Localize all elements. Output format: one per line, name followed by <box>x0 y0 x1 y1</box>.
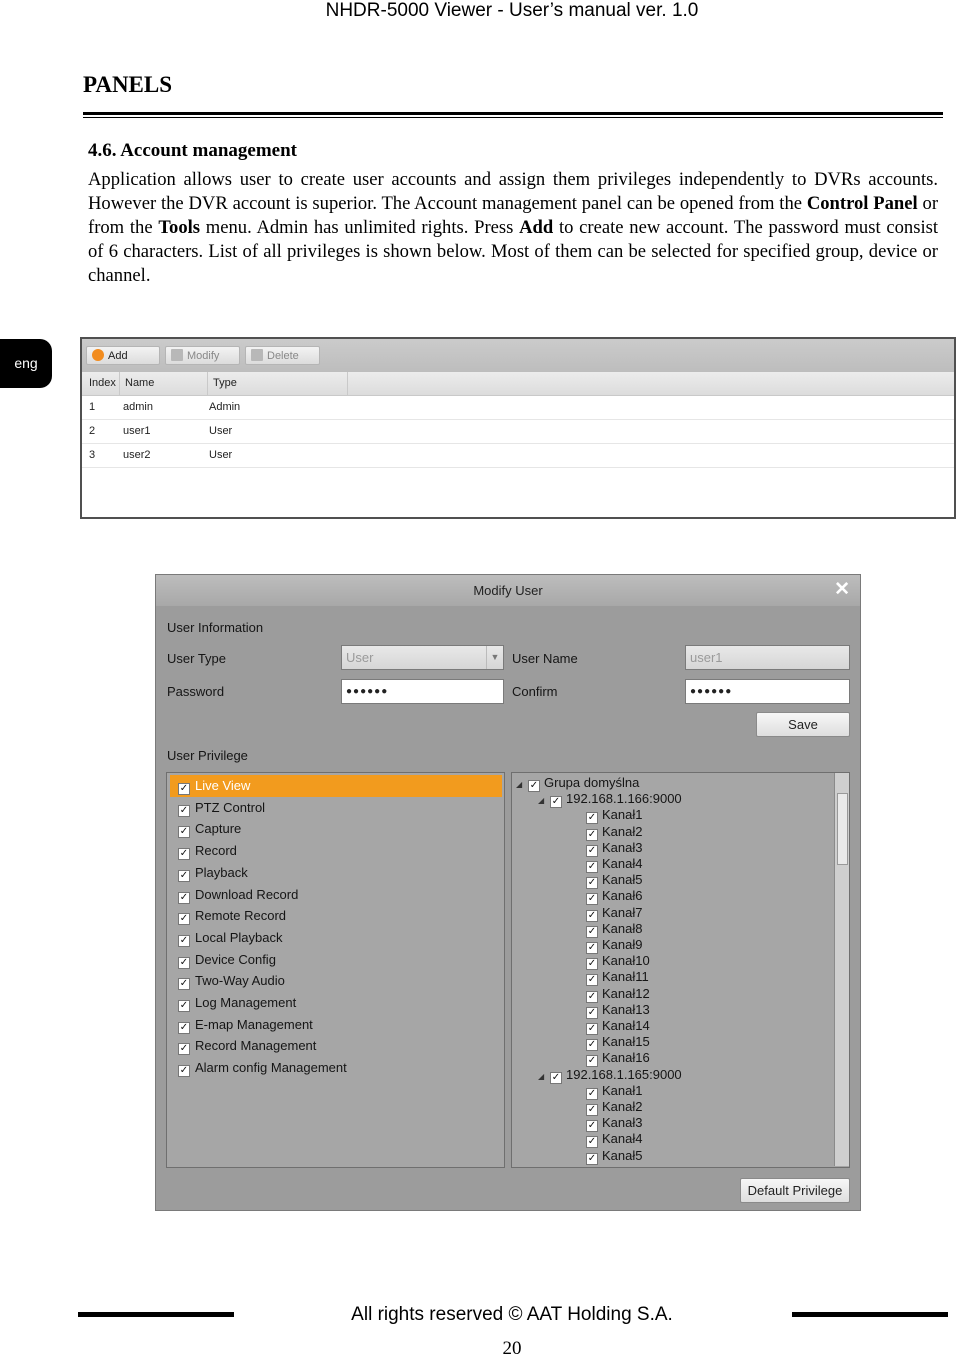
privilege-item[interactable]: ✓ Two-Way Audio <box>179 973 285 990</box>
language-tab: eng <box>0 339 52 388</box>
column-name[interactable]: Name <box>120 372 208 395</box>
tree-channel[interactable]: ✓ Kanał3 <box>587 1115 643 1132</box>
tree-channel[interactable]: ✓ Kanał10 <box>587 953 650 970</box>
pencil-icon <box>171 349 183 361</box>
chevron-down-icon: ▼ <box>486 646 503 669</box>
scrollbar-thumb[interactable] <box>837 793 848 865</box>
checkbox-checked-icon[interactable]: ✓ <box>587 893 597 905</box>
account-toolbar <box>82 339 954 372</box>
expand-arrow-icon[interactable]: ◢ <box>516 780 523 789</box>
user-name-label: User Name <box>512 651 578 666</box>
bold-control-panel: Control Panel <box>806 193 918 214</box>
checkbox-checked-icon[interactable]: ✓ <box>587 844 597 856</box>
confirm-label: Confirm <box>512 684 558 699</box>
checkbox-checked-icon[interactable]: ✓ <box>529 780 539 791</box>
account-table-header <box>82 372 954 396</box>
tree-group[interactable]: ◢ ✓ Grupa domyślna <box>516 775 640 791</box>
password-field[interactable]: ●●●●●● <box>341 679 504 704</box>
checkbox-checked-icon[interactable]: ✓ <box>587 990 597 1002</box>
table-row[interactable]: 2 user1 User <box>82 419 954 444</box>
checkbox-checked-icon[interactable]: ✓ <box>587 1023 597 1034</box>
heading-rule-thick <box>83 112 943 115</box>
tree-channel[interactable]: ✓ Kanał12 <box>587 985 650 1002</box>
checkbox-checked-icon[interactable]: ✓ <box>587 909 597 921</box>
tree-channel[interactable]: ✓ Kanał4 <box>587 1131 643 1148</box>
checkbox-checked-icon[interactable]: ✓ <box>179 783 189 794</box>
column-index[interactable]: Index <box>84 372 120 395</box>
confirm-password-field[interactable]: ●●●●●● <box>685 679 850 704</box>
tree-channel[interactable]: ✓ Kanał6 <box>587 888 643 905</box>
expand-arrow-icon[interactable]: ◢ <box>538 796 545 806</box>
checkbox-checked-icon[interactable]: ✓ <box>587 861 597 872</box>
tree-channel[interactable]: ✓ Kanał3 <box>587 839 643 856</box>
modify-button[interactable]: Modify <box>165 346 240 365</box>
privilege-item[interactable]: ✓ Record <box>179 843 237 860</box>
tree-channel[interactable]: ✓ Kanał5 <box>587 1147 643 1164</box>
device-tree <box>511 772 850 1168</box>
checkbox-checked-icon[interactable]: ✓ <box>179 891 189 903</box>
bold-tools: Tools <box>158 217 201 238</box>
user-type-label: User Type <box>167 651 227 666</box>
checkbox-checked-icon[interactable]: ✓ <box>587 877 597 889</box>
tree-channel[interactable]: ✓ Kanał15 <box>587 1034 650 1051</box>
checkbox-checked-icon[interactable]: ✓ <box>551 796 561 808</box>
checkbox-checked-icon[interactable]: ✓ <box>179 869 189 881</box>
close-icon[interactable]: ✕ <box>834 579 850 600</box>
tree-channel[interactable]: ✓ Kanał7 <box>587 904 643 921</box>
privilege-item[interactable]: ✓ E-map Management <box>179 1016 313 1033</box>
body-paragraph: Application allows user to create user accounts and assign them privileges independently to DVRs accounts. However the DVR account is superior. The Account management panel can be opened from the Control Panel or from the Tools menu. Admin has unlimited rights. Press Add to create new account. The password must consist of 6 characters. List of all privileges is shown below. Most of them can be selected for specified group, device or channel. <box>88 169 939 286</box>
add-icon <box>92 349 104 361</box>
checkbox-checked-icon[interactable]: ✓ <box>587 1039 597 1051</box>
tree-channel[interactable]: ✓ Kanał8 <box>587 920 643 937</box>
checkbox-checked-icon[interactable]: ✓ <box>179 1021 189 1033</box>
checkbox-checked-icon[interactable]: ✓ <box>587 1104 597 1115</box>
tree-channel[interactable]: ✓ Kanał14 <box>587 1018 650 1034</box>
table-row[interactable]: 1 admin Admin <box>82 395 954 420</box>
privilege-item[interactable]: ✓ Log Management <box>179 995 297 1011</box>
user-information-heading: User Information <box>167 620 264 635</box>
checkbox-checked-icon[interactable]: ✓ <box>587 1120 597 1132</box>
bold-add: Add <box>519 217 554 238</box>
tree-channel[interactable]: ✓ Kanał2 <box>587 823 643 840</box>
running-header: NHDR-5000 Viewer - User’s manual ver. 1.0 <box>325 0 699 21</box>
privilege-item[interactable]: ✓ Download Record <box>179 886 299 903</box>
checkbox-checked-icon[interactable]: ✓ <box>179 826 189 838</box>
tree-channel[interactable]: ✓ Kanał2 <box>587 1099 643 1115</box>
privilege-item[interactable]: ✓ Alarm config Management <box>179 1060 347 1077</box>
checkbox-checked-icon[interactable]: ✓ <box>587 1087 597 1099</box>
user-type-select[interactable]: User ▼ <box>341 645 504 670</box>
checkbox-checked-icon[interactable]: ✓ <box>179 934 189 946</box>
save-button[interactable]: Save <box>756 712 850 737</box>
delete-button[interactable]: Delete <box>245 346 320 365</box>
checkbox-checked-icon[interactable]: ✓ <box>179 956 189 968</box>
tree-device[interactable]: ◢ ✓ 192.168.1.165:9000 <box>538 1066 682 1083</box>
table-row[interactable]: 3 user2 User <box>82 443 954 468</box>
trash-icon <box>251 349 263 361</box>
checkbox-checked-icon[interactable]: ✓ <box>587 925 597 937</box>
tree-device[interactable]: ◢ ✓ 192.168.1.166:9000 <box>538 791 682 808</box>
dialog-title: Modify User <box>156 575 860 606</box>
privilege-item[interactable]: ✓ Record Management <box>179 1038 317 1055</box>
tree-channel[interactable]: ✓ Kanał4 <box>587 856 643 872</box>
privilege-item[interactable]: ✓ Playback <box>179 864 248 881</box>
subsection-heading: 4.6. Account management <box>88 140 297 161</box>
footer-text: All rights reserved © AAT Holding S.A. <box>351 1304 673 1325</box>
checkbox-checked-icon[interactable]: ✓ <box>179 848 189 860</box>
checkbox-checked-icon[interactable]: ✓ <box>179 1043 189 1055</box>
checkbox-checked-icon[interactable]: ✓ <box>587 974 597 986</box>
user-name-field[interactable]: user1 <box>685 645 850 670</box>
checkbox-checked-icon[interactable]: ✓ <box>587 942 597 953</box>
checkbox-checked-icon[interactable]: ✓ <box>179 1065 189 1077</box>
checkbox-checked-icon[interactable]: ✓ <box>179 1000 189 1011</box>
privilege-item[interactable]: ✓ Device Config <box>179 951 276 968</box>
tree-channel[interactable]: ✓ Kanał9 <box>587 937 643 953</box>
privilege-item[interactable]: ✓ Capture <box>179 821 242 838</box>
section-heading: PANELS <box>83 72 173 97</box>
user-privilege-heading: User Privilege <box>167 748 248 763</box>
tree-channel[interactable]: ✓ Kanał5 <box>587 872 643 889</box>
column-type[interactable]: Type <box>208 372 348 395</box>
checkbox-checked-icon[interactable]: ✓ <box>587 958 597 970</box>
privilege-item[interactable]: ✓ PTZ Control <box>179 799 266 816</box>
tree-channel[interactable]: ✓ Kanał16 <box>587 1050 650 1067</box>
modify-user-dialog <box>155 574 861 1211</box>
checkbox-checked-icon[interactable]: ✓ <box>587 828 597 840</box>
privilege-item[interactable]: ✓ Remote Record <box>179 908 287 925</box>
checkbox-checked-icon[interactable]: ✓ <box>587 1152 597 1164</box>
checkbox-checked-icon[interactable]: ✓ <box>587 1055 597 1067</box>
tree-scrollbar[interactable] <box>834 773 849 1166</box>
page-number: 20 <box>502 1338 522 1359</box>
add-button[interactable]: Add <box>86 346 160 365</box>
password-label: Password <box>167 684 225 699</box>
checkbox-checked-icon[interactable]: ✓ <box>587 812 597 824</box>
privilege-item[interactable]: ✓ Local Playback <box>179 929 283 946</box>
expand-arrow-icon[interactable]: ◢ <box>538 1071 545 1081</box>
account-management-panel <box>80 337 956 519</box>
default-privilege-button[interactable]: Default Privilege <box>740 1178 850 1203</box>
checkbox-checked-icon[interactable]: ✓ <box>587 1136 597 1148</box>
tree-channel[interactable]: ✓ Kanał11 <box>587 969 649 986</box>
checkbox-checked-icon[interactable]: ✓ <box>179 978 189 990</box>
heading-rule-thin <box>83 117 943 118</box>
privilege-list <box>166 772 505 1168</box>
tree-channel[interactable]: ✓ Kanał13 <box>587 1001 650 1018</box>
tree-channel[interactable]: ✓ Kanał1 <box>587 1082 643 1099</box>
privilege-item[interactable]: ✓ Live View <box>170 775 502 797</box>
checkbox-checked-icon[interactable]: ✓ <box>179 804 189 816</box>
checkbox-checked-icon[interactable]: ✓ <box>179 913 189 925</box>
checkbox-checked-icon[interactable]: ✓ <box>551 1071 561 1083</box>
checkbox-checked-icon[interactable]: ✓ <box>587 1006 597 1018</box>
tree-channel[interactable]: ✓ Kanał1 <box>587 807 643 824</box>
